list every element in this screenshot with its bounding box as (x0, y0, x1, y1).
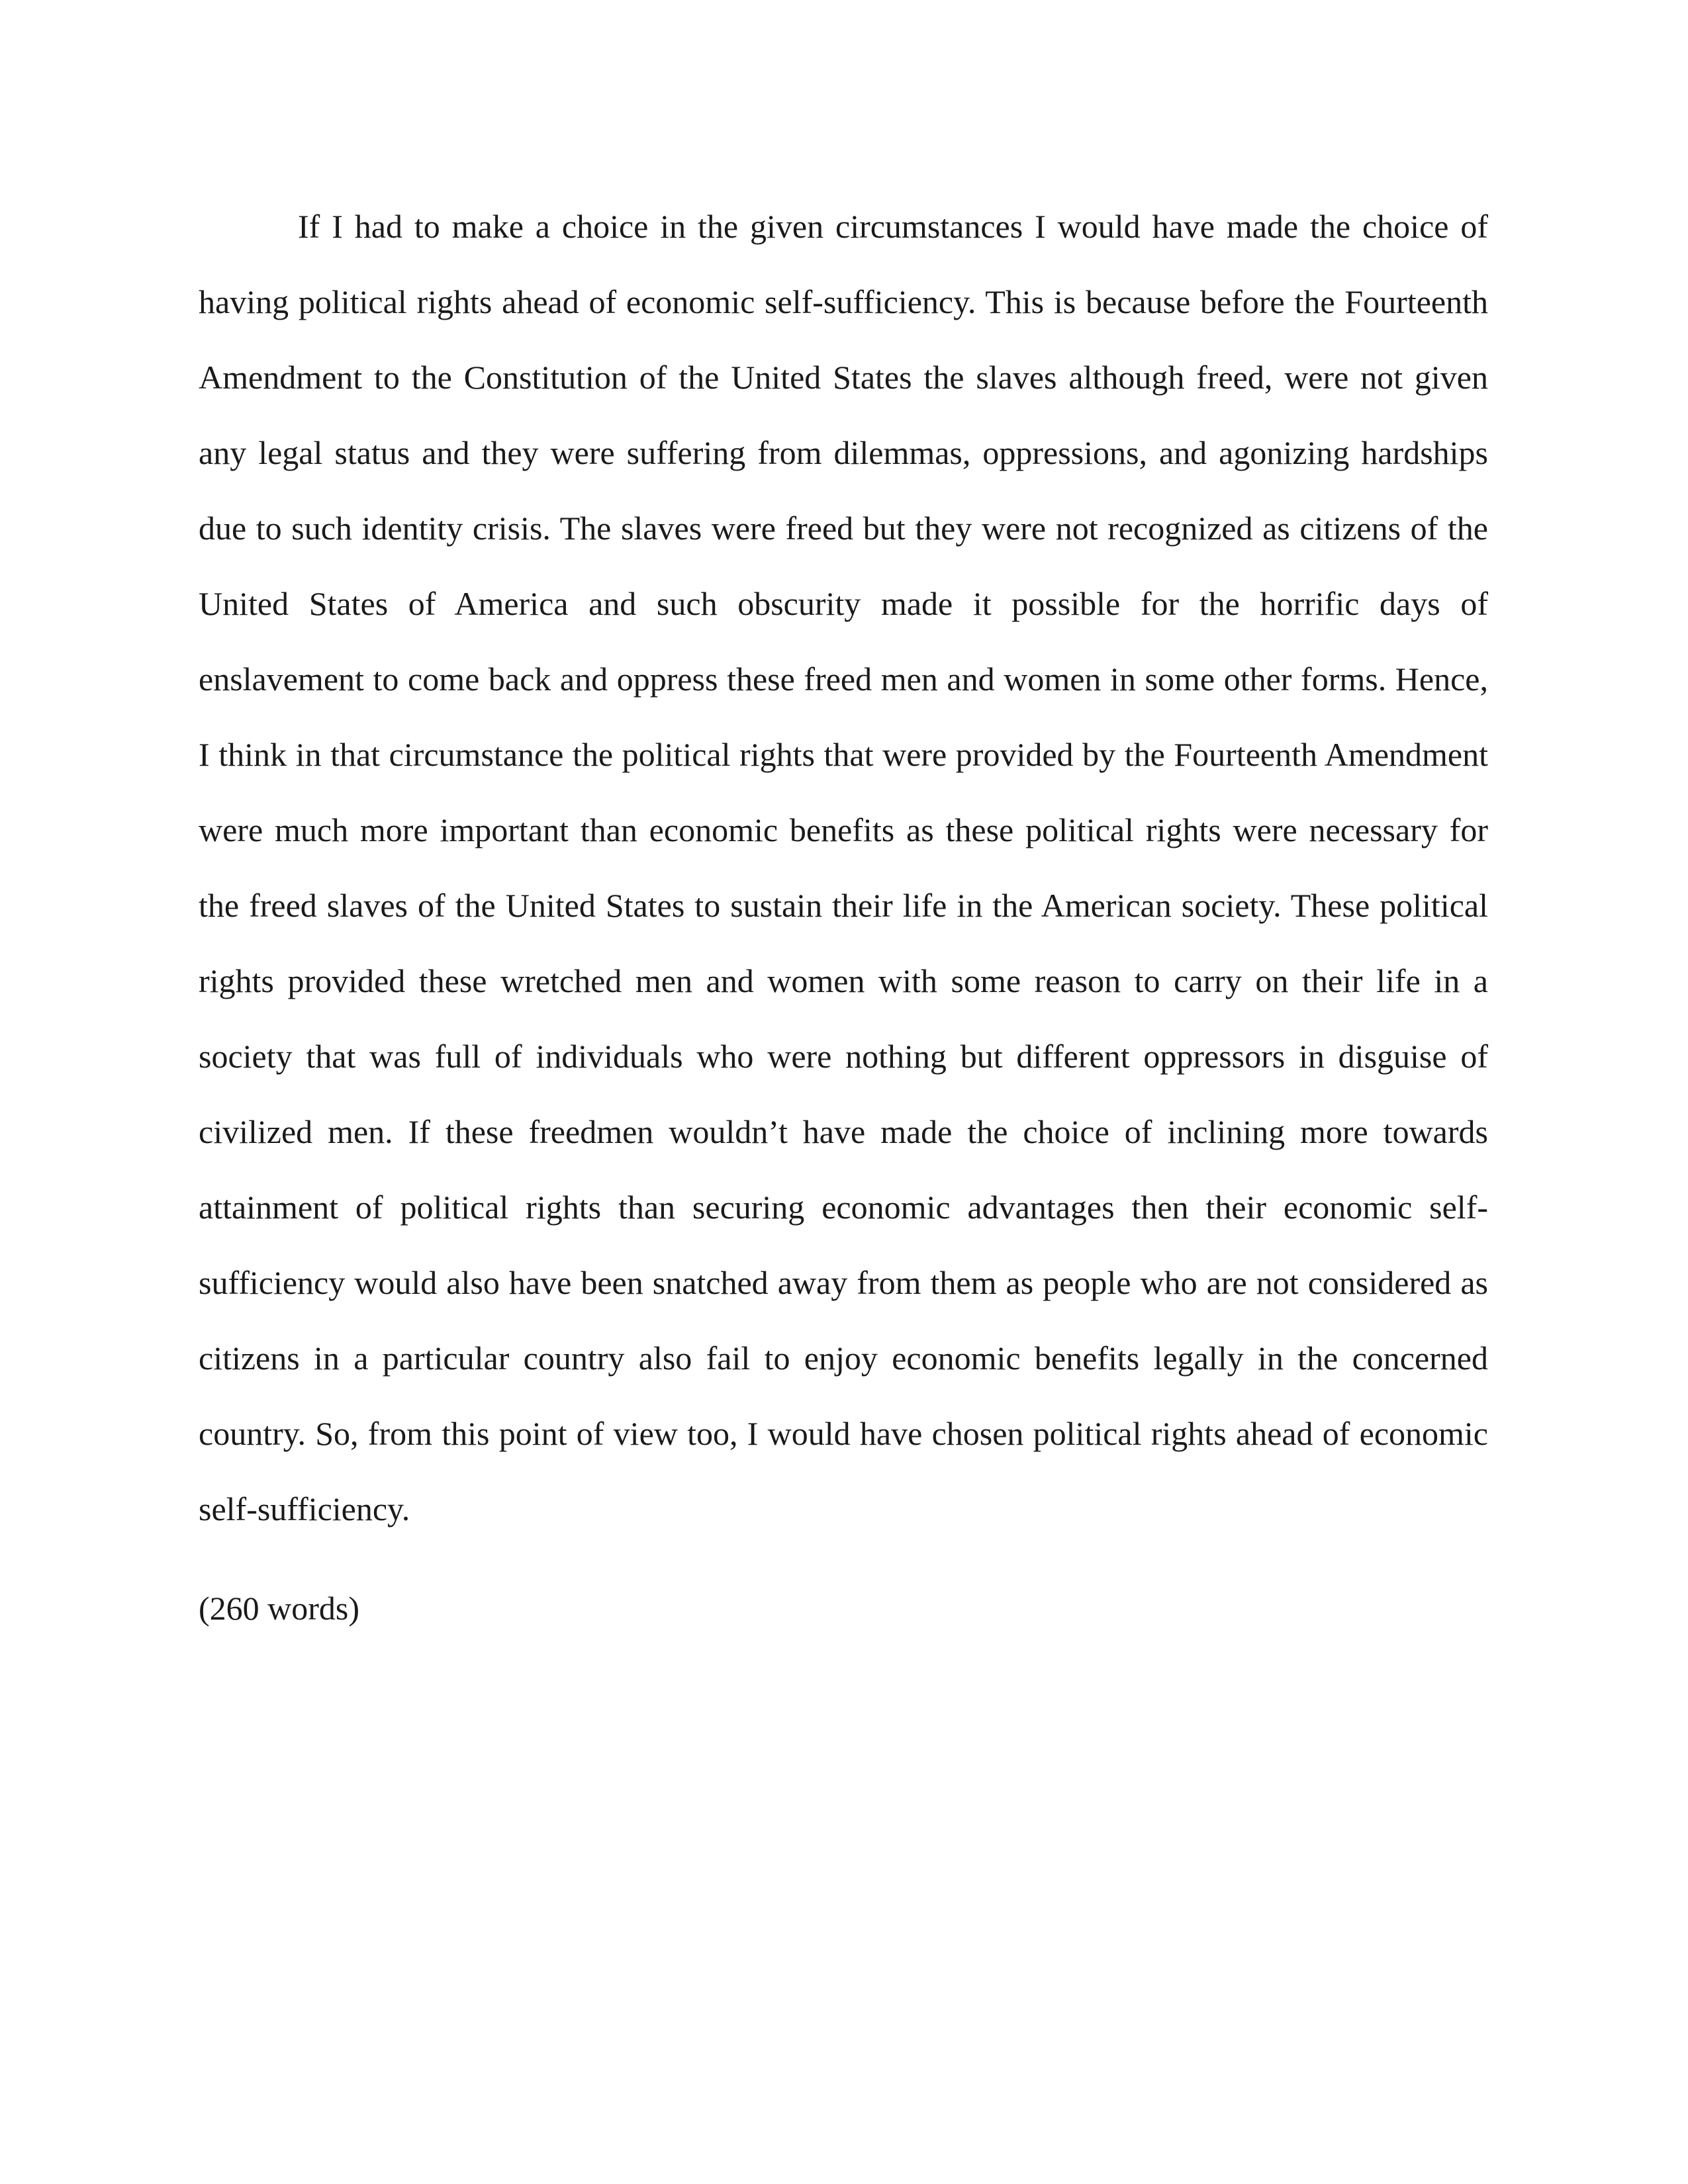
paragraph-line: any legal status and they were suffering from dilemmas, oppressions, and agonizing hardships (199, 434, 1488, 471)
paragraph-line: were much more important than economic benefits as these political rights were necessary for (199, 811, 1488, 848)
essay-text (199, 189, 1488, 1646)
paragraph-line: self-sufficiency. (199, 1490, 410, 1527)
paragraph-line: rights provided these wretched men and women with some reason to carry on their life in a (199, 962, 1488, 999)
paragraph-line: sufficiency would also have been snatched away from them as people who are not considered as (199, 1264, 1488, 1301)
paragraph-line: If I had to make a choice in the given circumstances I would have made the choice of (298, 208, 1488, 245)
paragraph-line: attainment of political rights than securing economic advantages then their economic self- (199, 1189, 1488, 1226)
paragraph-line: the freed slaves of the United States to sustain their life in the American society. These political (199, 887, 1488, 924)
paragraph-line: I think in that circumstance the political rights that were provided by the Fourteenth Amendment (199, 736, 1488, 773)
paragraph-line: Amendment to the Constitution of the United States the slaves although freed, were not given (199, 359, 1488, 396)
paragraph-line: United States of America and such obscurity made it possible for the horrific days of (199, 585, 1488, 622)
paragraph-line: enslavement to come back and oppress these freed men and women in some other forms. Hence, (199, 660, 1488, 698)
paragraph-line: country. So, from this point of view too, I would have chosen political rights ahead of economic (199, 1415, 1488, 1452)
paragraph-line: civilized men. If these freedmen wouldn’t have made the choice of inclining more towards (199, 1113, 1488, 1150)
paragraph-line: due to such identity crisis. The slaves were freed but they were not recognized as citizens of the (199, 510, 1488, 547)
paragraph-line: citizens in a particular country also fail to enjoy economic benefits legally in the concerned (199, 1340, 1488, 1377)
word-count: (260 words) (199, 1590, 360, 1627)
paragraph-line: having political rights ahead of economic self-sufficiency. This is because before the Fourteenth (199, 283, 1488, 320)
paragraph-line: society that was full of individuals who were nothing but different oppressors in disguise of (199, 1038, 1488, 1075)
